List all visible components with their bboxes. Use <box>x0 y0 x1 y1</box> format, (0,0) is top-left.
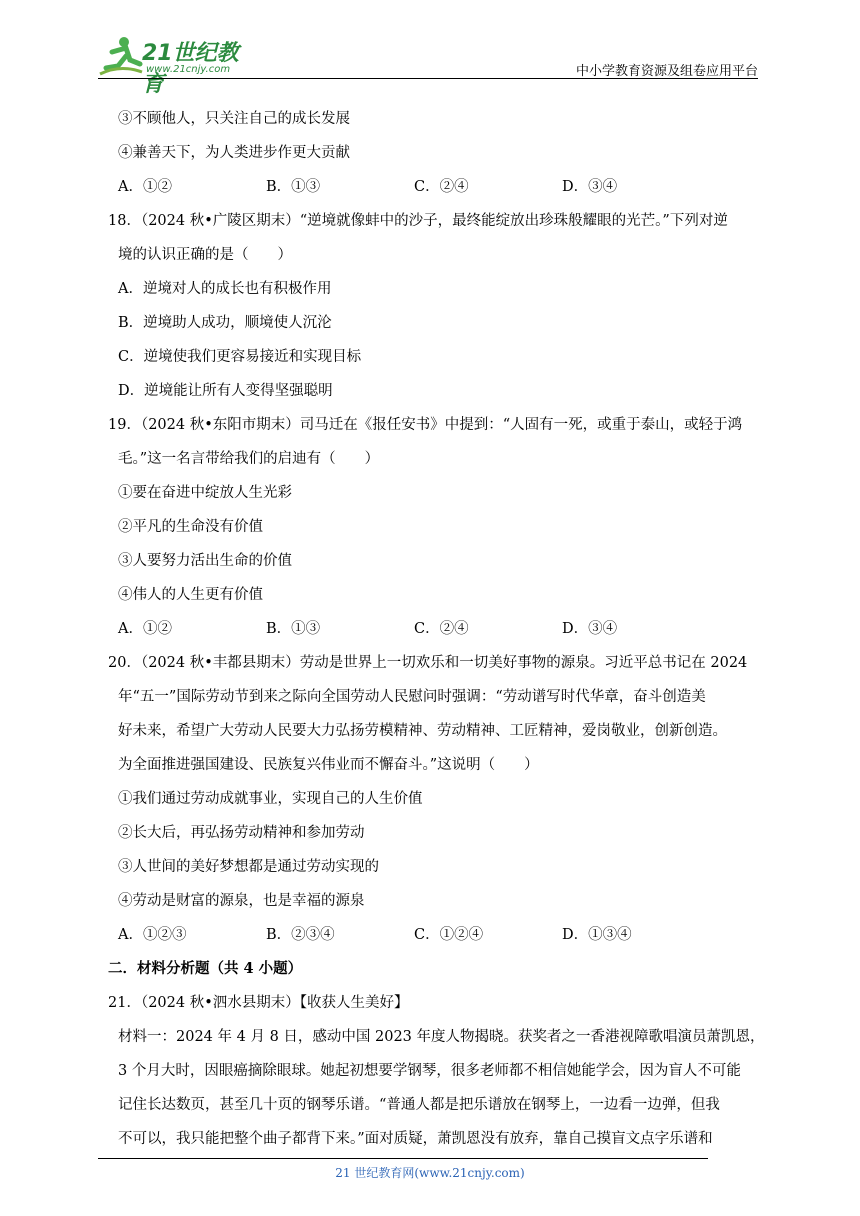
answer-options <box>108 612 764 646</box>
answer-option: D．③④ <box>562 179 618 195</box>
answer-options <box>108 918 764 952</box>
text-line: ①要在奋进中绽放人生光彩 <box>118 485 292 501</box>
runner-icon <box>98 34 144 78</box>
answer-option: B．①③ <box>266 621 321 637</box>
text-line: 毛。”这一名言带给我们的启迪有（ ） <box>118 451 380 467</box>
text-line: 20．（2024 秋•丰都县期末）劳动是世界上一切欢乐和一切美好事物的源泉。习近平总书记在 2024 <box>108 655 748 671</box>
footer-divider <box>98 1158 708 1159</box>
text-line: 21．（2024 秋•泗水县期末）【收获人生美好】 <box>108 995 409 1011</box>
page-footer: 21 世纪教育网(www.21cnjy.com) <box>335 1166 525 1180</box>
platform-label: 中小学教育资源及组卷应用平台 <box>575 64 758 79</box>
text-line: 记住长达数页，甚至几十页的钢琴乐谱。“普通人都是把乐谱放在钢琴上，一边看一边弹，但我 <box>118 1097 720 1113</box>
text-line: ②平凡的生命没有价值 <box>118 519 263 535</box>
text-line: C．逆境使我们更容易接近和实现目标 <box>118 349 362 365</box>
text-line: 境的认识正确的是（ ） <box>118 247 292 263</box>
brand-name: 21世纪教育 <box>142 41 239 97</box>
text-line: 好未来，希望广大劳动人民要大力弘扬劳模精神、劳动精神、工匠精神，爱岗敬业，创新创造。 <box>118 723 727 739</box>
answer-option: B．②③④ <box>266 927 335 943</box>
answer-option: C．②④ <box>414 179 469 195</box>
answer-option: D．③④ <box>562 621 618 637</box>
text-line: ②长大后，再弘扬劳动精神和参加劳动 <box>118 825 365 841</box>
site-logo <box>98 34 258 97</box>
text-line: 材料一：2024 年 4 月 8 日，感动中国 2023 年度人物揭晓。获奖者之一香港视障歌唱演员萧凯恩， <box>118 1029 765 1045</box>
text-line: 18．（2024 秋•广陵区期末）“逆境就像蚌中的沙子，最终能绽放出珍珠般耀眼的光芒。”下列对逆 <box>108 213 728 229</box>
brand-domain: www.21cnjy.com <box>146 64 231 75</box>
answer-option: B．①③ <box>266 179 321 195</box>
page-header <box>98 28 758 97</box>
text-line: 不可以，我只能把整个曲子都背下来。”面对质疑，萧凯恩没有放弃，靠自己摸盲文点字乐谱和 <box>118 1131 713 1147</box>
answer-option: A．①② <box>118 179 172 195</box>
answer-option: A．①②③ <box>118 927 187 943</box>
answer-option: C．②④ <box>414 621 469 637</box>
text-line: ④兼善天下，为人类进步作更大贡献 <box>118 145 350 161</box>
section-heading: 二．材料分析题（共 4 小题） <box>108 960 303 977</box>
answer-options <box>108 170 764 204</box>
text-line: ③人世间的美好梦想都是通过劳动实现的 <box>118 859 379 875</box>
text-line: 3 个月大时，因眼癌摘除眼球。她起初想要学钢琴，很多老师都不相信她能学会，因为盲人不可能 <box>118 1063 741 1079</box>
text-line: ③人要努力活出生命的价值 <box>118 553 292 569</box>
answer-option: C．①②④ <box>414 927 484 943</box>
text-line: 19．（2024 秋•东阳市期末）司马迁在《报任安书》中提到：“人固有一死，或重于泰山，或轻于鸿 <box>108 417 743 433</box>
text-line: B．逆境助人成功，顺境使人沉沦 <box>118 315 332 331</box>
text-line: D．逆境能让所有人变得坚强聪明 <box>118 383 333 399</box>
text-line: ①我们通过劳动成就事业，实现自己的人生价值 <box>118 791 423 807</box>
answer-option: D．①③④ <box>562 927 632 943</box>
text-line: ③不顾他人，只关注自己的成长发展 <box>118 111 350 127</box>
answer-option: A．①② <box>118 621 172 637</box>
header-divider <box>98 78 758 79</box>
text-line: ④伟人的人生更有价值 <box>118 587 263 603</box>
text-line: 为全面推进强国建设、民族复兴伟业而不懈奋斗。”这说明（ ） <box>118 757 539 773</box>
text-line: ④劳动是财富的源泉，也是幸福的源泉 <box>118 893 365 909</box>
text-line: 年“五一”国际劳动节到来之际向全国劳动人民慰问时强调：“劳动谱写时代华章，奋斗创造美 <box>118 689 706 705</box>
text-line: A．逆境对人的成长也有积极作用 <box>118 281 332 297</box>
document-body <box>108 102 764 1156</box>
